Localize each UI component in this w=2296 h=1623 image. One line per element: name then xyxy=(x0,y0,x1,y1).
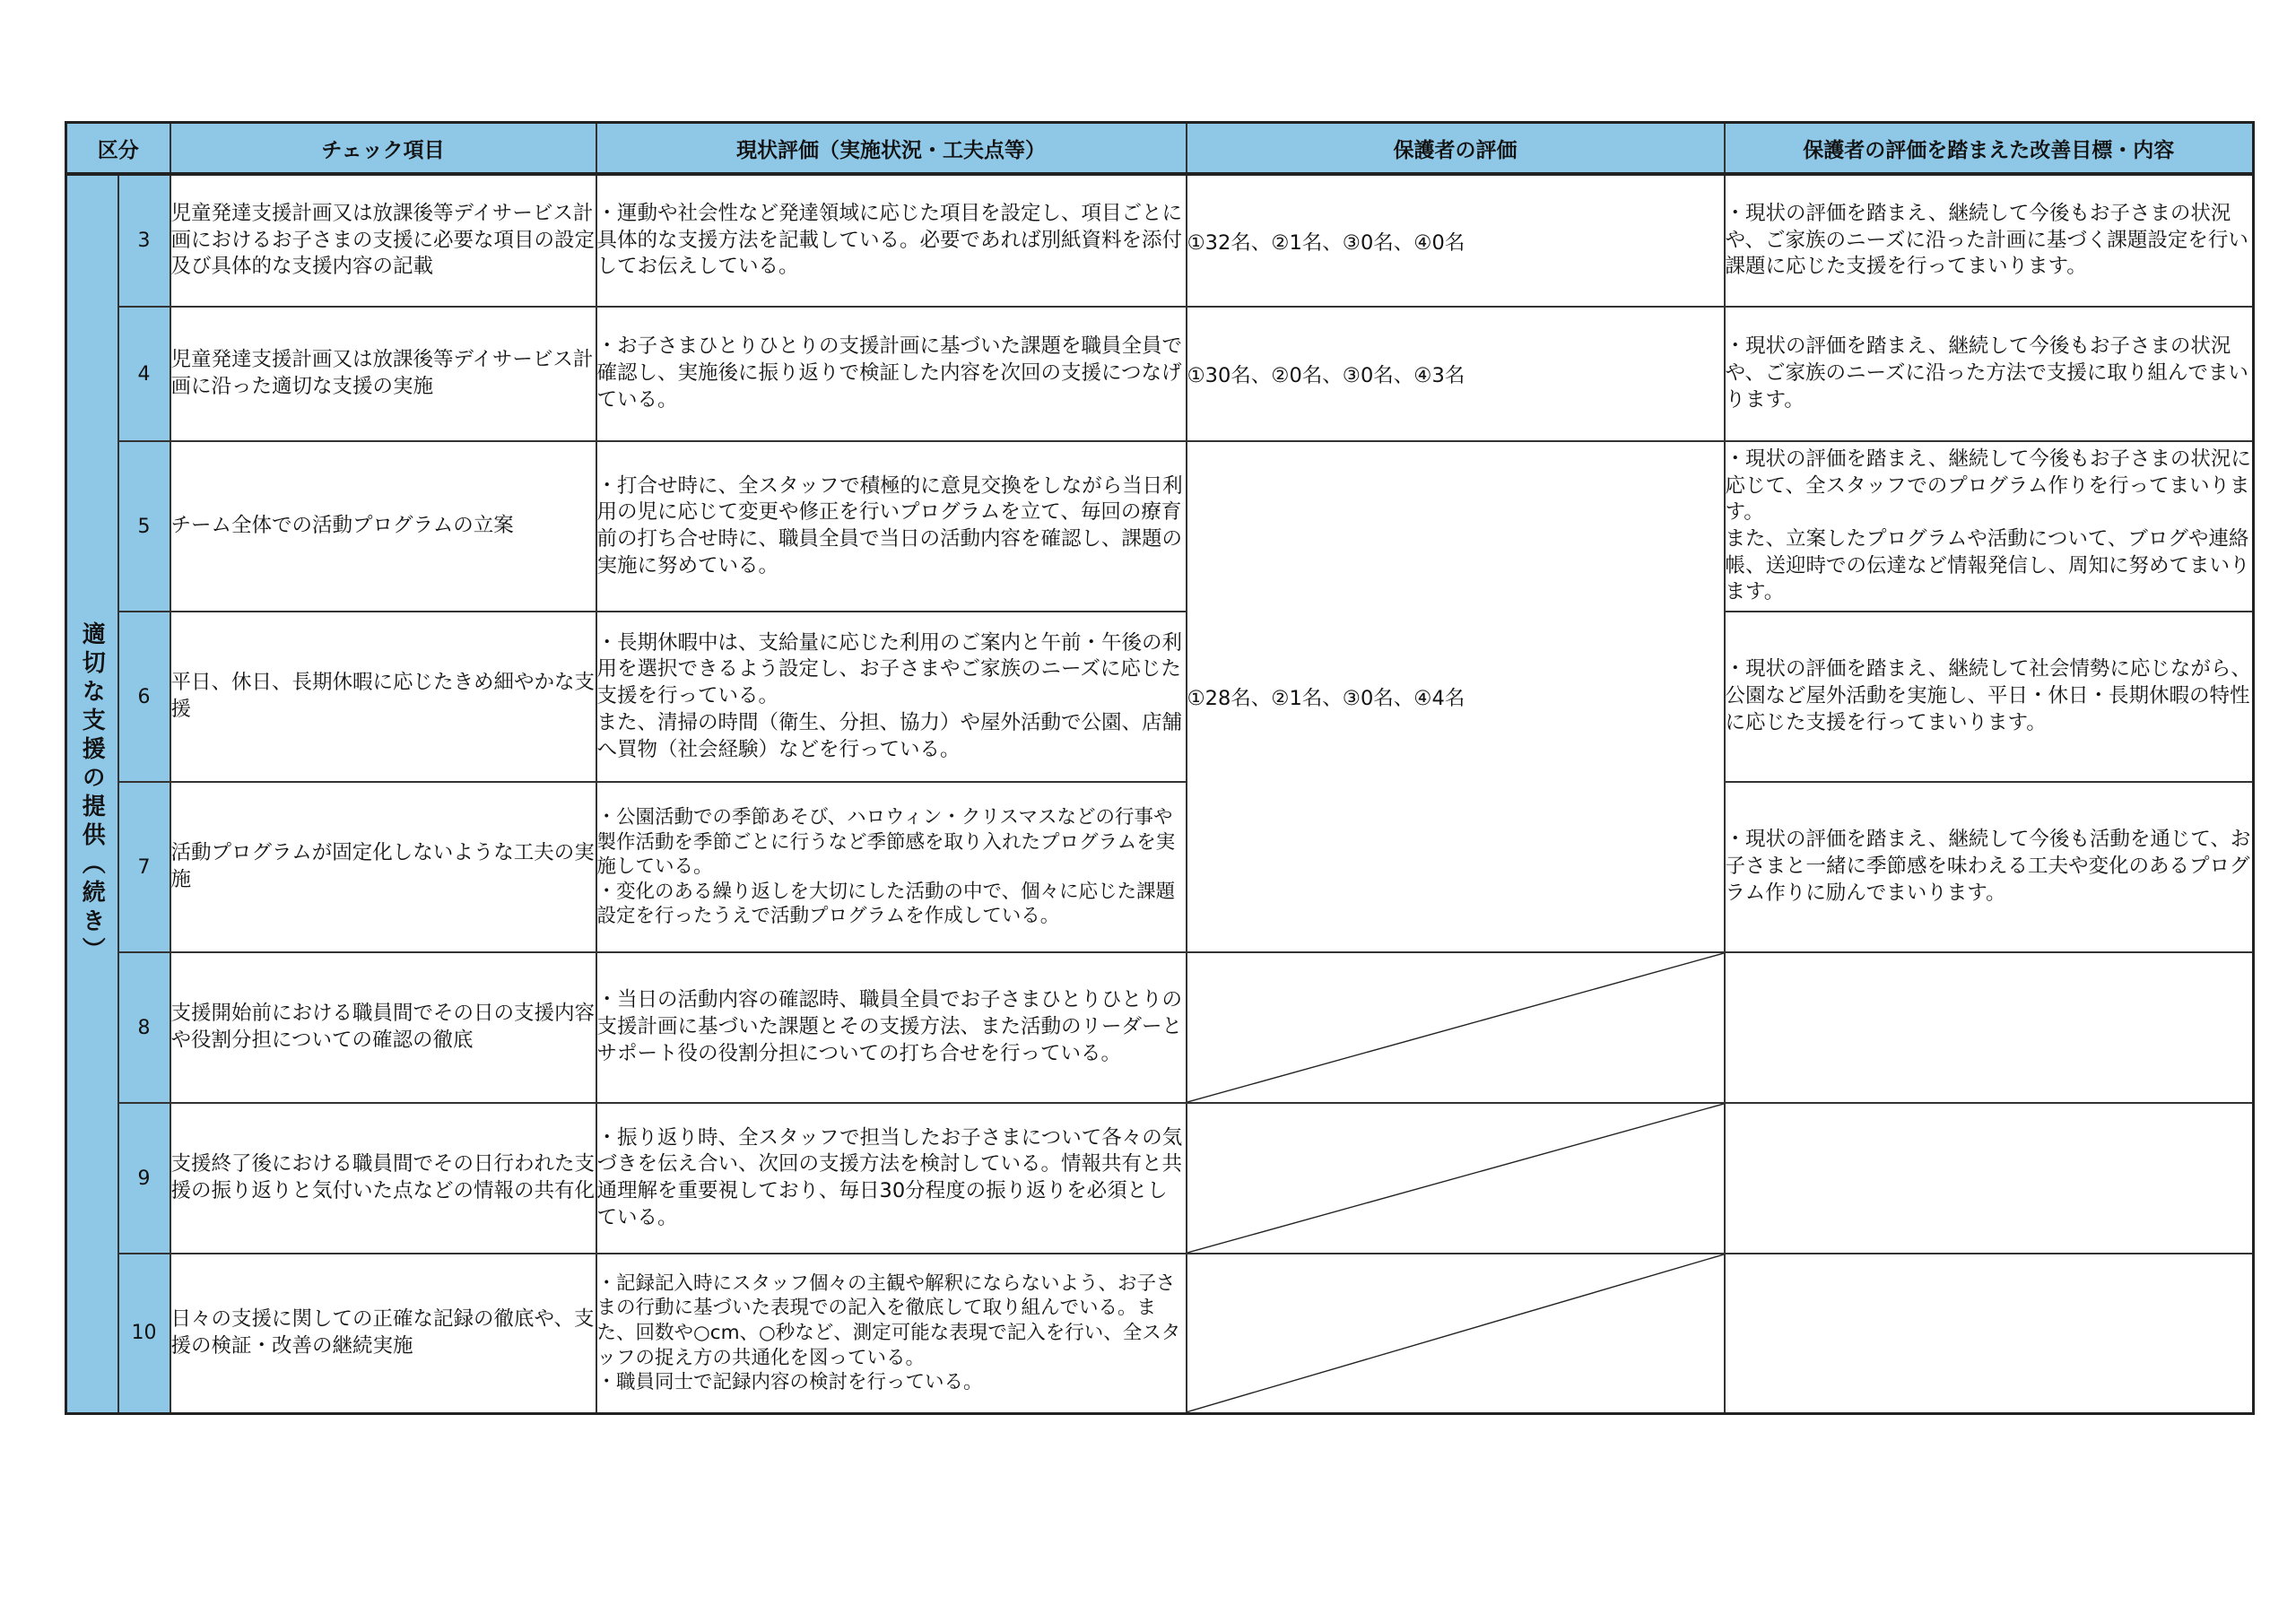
check-item-text: 支援開始前における職員間でその日の支援内容や役割分担についての確認の徹底 xyxy=(170,952,596,1103)
diagonal-slash-icon xyxy=(1187,1254,1724,1412)
guardian-evaluation-text: ①30名、②0名、③0名、④3名 xyxy=(1187,307,1725,441)
header-category: 区分 xyxy=(66,123,170,175)
table-row xyxy=(66,1103,2254,1254)
guardian-evaluation-merged: ①28名、②1名、③0名、④4名 xyxy=(1187,441,1725,952)
current-evaluation-text: ・振り返り時、全スタッフで担当したお子さまについて各々の気づきを伝え合い、次回の支援方法を検討している。情報共有と共通理解を重要視しており、毎日30分程度の振り返りを必須としている。 xyxy=(596,1103,1187,1254)
current-evaluation-text: ・当日の活動内容の確認時、職員全員でお子さまひとりひとりの支援計画に基づいた課題とその支援方法、また活動のリーダーとサポート役の役割分担についての打ち合せを行っている。 xyxy=(596,952,1187,1103)
improvement-empty xyxy=(1725,1103,2254,1254)
improvement-text: ・現状の評価を踏まえ、継続して今後もお子さまの状況や、ご家族のニーズに沿った計画に基づく課題設定を行い課題に応じた支援を行ってまいります。 xyxy=(1725,174,2254,307)
row-number: 5 xyxy=(118,441,170,612)
row-number: 7 xyxy=(118,782,170,952)
table-row xyxy=(66,1254,2254,1413)
row-number: 6 xyxy=(118,612,170,782)
guardian-evaluation-empty xyxy=(1187,1103,1725,1254)
current-evaluation-text: ・長期休暇中は、支給量に応じた利用のご案内と午前・午後の利用を選択できるよう設定し、お子さまやご家族のニーズに応じた支援を行っている。 また、清掃の時間（衛生、分担、協力）や屋外活動で公園、店舗へ買物（社会経験）などを行っている。 xyxy=(596,612,1187,782)
check-item-text: 児童発達支援計画又は放課後等デイサービス計画に沿った適切な支援の実施 xyxy=(170,307,596,441)
diagonal-slash-icon xyxy=(1187,1104,1724,1253)
improvement-text: ・現状の評価を踏まえ、継続して今後もお子さまの状況に応じて、全スタッフでのプログラム作りを行ってまいります。 また、立案したプログラムや活動について、ブログや連絡帳、送迎時での伝達など情報発信し、周知に努めてまいります。 xyxy=(1725,441,2254,612)
improvement-text: ・現状の評価を踏まえ、継続して今後もお子さまの状況や、ご家族のニーズに沿った方法で支援に取り組んでまいります。 xyxy=(1725,307,2254,441)
table-row xyxy=(66,782,2254,952)
guardian-evaluation-text: ①32名、②1名、③0名、④0名 xyxy=(1187,174,1725,307)
improvement-empty xyxy=(1725,1254,2254,1413)
check-item-text: チーム全体での活動プログラムの立案 xyxy=(170,441,596,612)
row-number: 8 xyxy=(118,952,170,1103)
row-number: 10 xyxy=(118,1254,170,1413)
current-evaluation-text: ・運動や社会性など発達領域に応じた項目を設定し、項目ごとに具体的な支援方法を記載している。必要であれば別紙資料を添付してお伝えしている。 xyxy=(596,174,1187,307)
guardian-evaluation-empty xyxy=(1187,1254,1725,1413)
check-item-text: 日々の支援に関しての正確な記録の徹底や、支援の検証・改善の継続実施 xyxy=(170,1254,596,1413)
guardian-evaluation-empty xyxy=(1187,952,1725,1103)
improvement-text: ・現状の評価を踏まえ、継続して社会情勢に応じながら、公園など屋外活動を実施し、平日・休日・長期休暇の特性に応じた支援を行ってまいります。 xyxy=(1725,612,2254,782)
current-evaluation-text: ・打合せ時に、全スタッフで積極的に意見交換をしながら当日利用の児に応じて変更や修正を行いプログラムを立て、毎回の療育前の打ち合せ時に、職員全員で当日の活動内容を確認し、課題の実施に努めている。 xyxy=(596,441,1187,612)
row-number: 3 xyxy=(118,174,170,307)
header-check-item: チェック項目 xyxy=(170,123,596,175)
current-evaluation-text: ・お子さまひとりひとりの支援計画に基づいた課題を職員全員で確認し、実施後に振り返りで検証した内容を次回の支援につなげている。 xyxy=(596,307,1187,441)
header-row xyxy=(66,123,2254,175)
table-row xyxy=(66,952,2254,1103)
check-item-text: 平日、休日、長期休暇に応じたきめ細やかな支援 xyxy=(170,612,596,782)
diagonal-slash-icon xyxy=(1187,953,1724,1102)
header-improvement: 保護者の評価を踏まえた改善目標・内容 xyxy=(1725,123,2254,175)
category-cell xyxy=(66,174,118,1413)
table-row xyxy=(66,612,2254,782)
row-number: 4 xyxy=(118,307,170,441)
header-guardian-evaluation: 保護者の評価 xyxy=(1187,123,1725,175)
table-row xyxy=(66,441,2254,612)
check-item-text: 活動プログラムが固定化しないような工夫の実施 xyxy=(170,782,596,952)
current-evaluation-text: ・記録記入時にスタッフ個々の主観や解釈にならないよう、お子さまの行動に基づいた表現での記入を徹底して取り組んでいる。また、回数や○cm、○秒など、測定可能な表現で記入を行い、全スタッフの捉え方の共通化を図っている。 ・職員同士で記録内容の検討を行っている。 xyxy=(596,1254,1187,1413)
improvement-empty xyxy=(1725,952,2254,1103)
category-label: 適切な支援の提供（続き） xyxy=(78,621,106,967)
current-evaluation-text: ・公園活動での季節あそび、ハロウィン・クリスマスなどの行事や製作活動を季節ごとに行うなど季節感を取り入れたプログラムを実施している。 ・変化のある繰り返しを大切にした活動の中で、個々に応じた課題設定を行ったうえで活動プログラムを作成している。 xyxy=(596,782,1187,952)
check-item-text: 支援終了後における職員間でその日行われた支援の振り返りと気付いた点などの情報の共有化 xyxy=(170,1103,596,1254)
improvement-text: ・現状の評価を踏まえ、継続して今後も活動を通じて、お子さまと一緒に季節感を味わえる工夫や変化のあるプログラム作りに励んでまいります。 xyxy=(1725,782,2254,952)
evaluation-table xyxy=(65,121,2255,1415)
header-current-evaluation: 現状評価（実施状況・工夫点等） xyxy=(596,123,1187,175)
row-number: 9 xyxy=(118,1103,170,1254)
table-row xyxy=(66,174,2254,307)
table-row xyxy=(66,307,2254,441)
check-item-text: 児童発達支援計画又は放課後等デイサービス計画におけるお子さまの支援に必要な項目の設定及び具体的な支援内容の記載 xyxy=(170,174,596,307)
